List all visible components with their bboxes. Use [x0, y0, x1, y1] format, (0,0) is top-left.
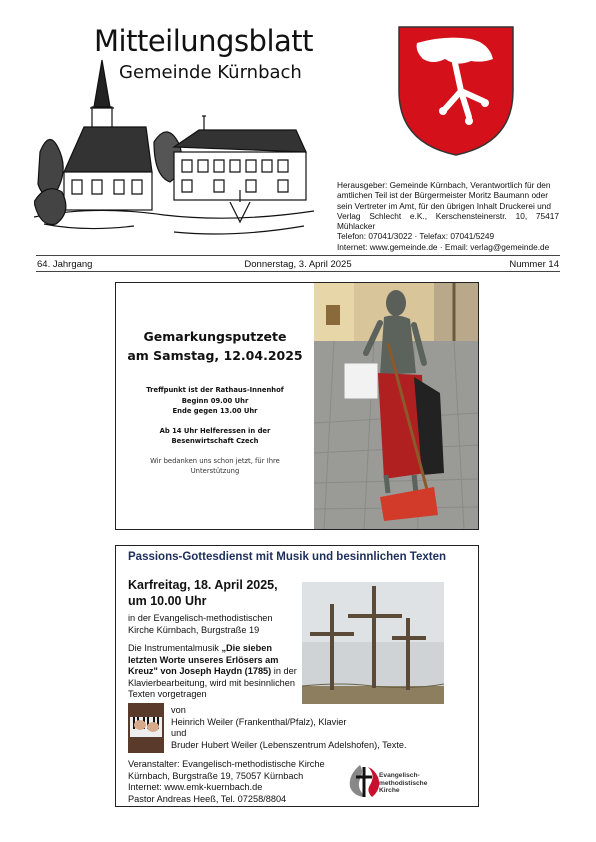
cleanup-thanks-line: Unterstützung	[190, 467, 240, 475]
publisher-line: Verlag Schlecht e.K., Kerschensteinerstr. 10, 75417 Mühlacker	[337, 210, 559, 232]
publisher-line: Herausgeber: Gemeinde Kürnbach, Verantwortlich für den	[337, 180, 551, 190]
piano-hands-photo	[128, 703, 164, 753]
performer-line: Heinrich Weiler (Frankenthal/Pfalz), Klavier	[171, 716, 347, 727]
cleanup-detail-line: Treffpunkt ist der Rathaus-Innenhof	[146, 386, 284, 394]
performer-line: und	[171, 728, 187, 738]
umc-logo-text	[379, 772, 427, 795]
cleanup-thanks	[117, 456, 313, 477]
passion-music	[128, 643, 298, 701]
performer-line: Bruder Hubert Weiler (Lebenszentrum Adelshofen), Texte.	[171, 739, 407, 750]
umc-logo-line: Evangelisch-	[379, 772, 420, 779]
issue-volume: 64. Jahrgang	[37, 259, 93, 270]
cleanup-lunch	[117, 426, 313, 447]
issue-date: Donnerstag, 3. April 2025	[244, 259, 352, 270]
passion-header: Passions-Gottesdienst mit Musik und besinnlichen Texten	[128, 551, 447, 563]
coat-of-arms	[397, 25, 515, 157]
village-church-drawing	[34, 52, 324, 247]
passion-date	[128, 577, 308, 609]
cleanup-title-line: Gemarkungsputzete	[143, 329, 287, 344]
publisher-line: Telefon: 07041/3022 · Telefax: 07041/5249	[337, 231, 495, 242]
publisher-line: amtlichen Teil ist der Bürgermeister Moritz Baumann oder	[337, 190, 549, 201]
organizer-line: Kürnbach, Burgstraße 19, 75057 Kürnbach	[128, 770, 304, 781]
cleanup-title-line: am Samstag, 12.04.2025	[127, 348, 303, 363]
masthead-subtitle: Gemeinde Kürnbach	[119, 62, 302, 83]
masthead-title: Mitteilungsblatt	[94, 24, 314, 58]
cleanup-lunch-line: Ab 14 Uhr Helferessen in der	[159, 426, 271, 435]
publisher-line: sein Vertreter im Amt, für den übrigen Inhalt Druckerei und	[337, 200, 551, 211]
cleanup-lunch-line: Besenwirtschaft Czech	[171, 437, 259, 445]
passion-place-line: in der Evangelisch-methodistischen	[128, 613, 273, 623]
publisher-info	[337, 180, 559, 252]
cleanup-detail-line: Beginn 09.00 Uhr	[181, 396, 249, 405]
passion-place-line: Kirche Kürnbach, Burgstraße 19	[128, 624, 260, 635]
passion-date-line: um 10.00 Uhr	[128, 594, 207, 608]
top-rule	[36, 255, 560, 256]
issue-number: Nummer 14	[509, 259, 559, 270]
cleanup-title	[117, 327, 313, 365]
passion-performers	[171, 705, 471, 751]
statue-broom-photo	[314, 283, 478, 529]
umc-logo-line: methodistische	[379, 779, 428, 787]
cleanup-details	[117, 385, 313, 417]
music-prefix: Die Instrumentalmusik	[128, 643, 222, 653]
cleanup-detail-line: Ende gegen 13.00 Uhr	[172, 407, 258, 415]
organizer-line: Internet: www.emk-kuernbach.de	[128, 782, 263, 792]
music-suffix: in der Klavierbearbeitung, wird mit besinnlichen Texten vorgetragen	[128, 666, 297, 699]
publisher-line: Internet: www.gemeinde.de · Email: verlag@gemeinde.de	[337, 241, 550, 252]
three-crosses-photo	[302, 582, 444, 704]
cleanup-thanks-line: Wir bedanken uns schon jetzt, für Ihre	[150, 456, 280, 465]
passion-organizer	[128, 759, 348, 805]
performer-line: von	[171, 705, 186, 715]
bottom-rule	[36, 271, 560, 272]
passion-place	[128, 613, 298, 636]
umc-logo-line: Kirche	[379, 787, 400, 795]
organizer-line: Pastor Andreas Heeß, Tel. 07258/8804	[128, 793, 287, 804]
passion-date-line: Karfreitag, 18. April 2025,	[128, 578, 278, 592]
cleanup-notice-text	[117, 327, 313, 477]
organizer-line: Veranstalter: Evangelisch-methodistische Kirche	[128, 759, 325, 769]
music-title: „Die sieben letzten Worte unseres Erlösers am Kreuz" von Joseph Haydn (1785)	[128, 643, 279, 676]
